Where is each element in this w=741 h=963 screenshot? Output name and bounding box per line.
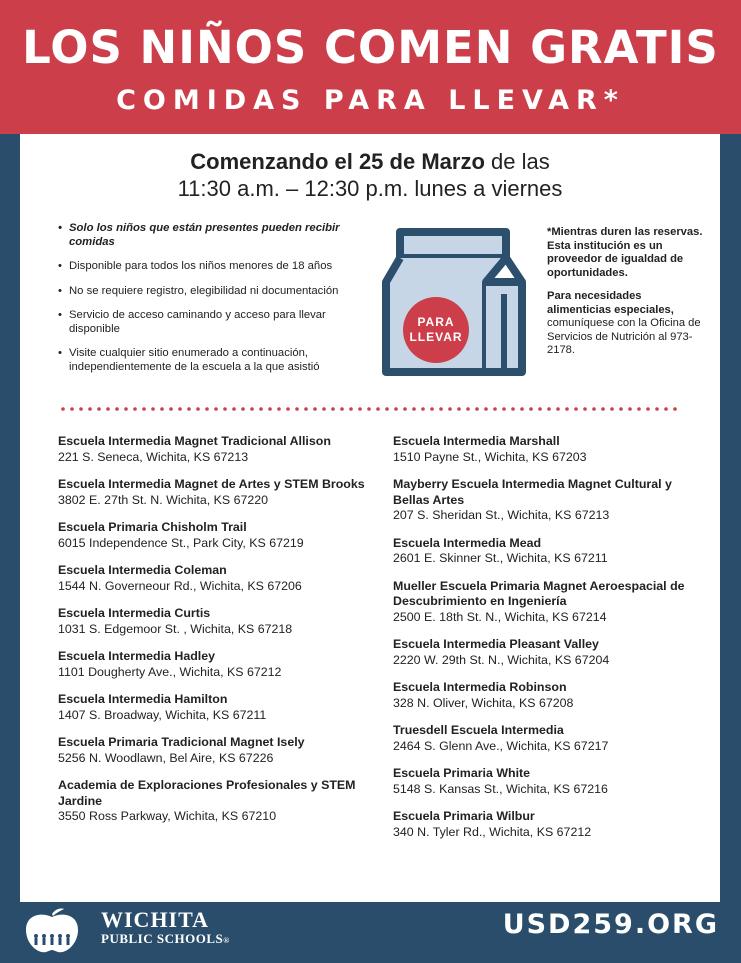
schedule <box>20 148 720 202</box>
school-address: 1510 Payne St., Wichita, KS 67203 <box>393 449 587 464</box>
school-name: Escuela Primaria Chisholm Trail <box>58 520 247 534</box>
school-entry <box>393 434 703 465</box>
school-name: Escuela Intermedia Magnet de Artes y STEM Brooks <box>58 477 365 491</box>
list-item: • No se requiere registro, elegibilidad ni documentación <box>58 285 376 299</box>
school-address: 1544 N. Governeour Rd., Wichita, KS 67206 <box>58 578 302 593</box>
school-name: Escuela Intermedia Hamilton <box>58 692 228 706</box>
school-name: Escuela Intermedia Pleasant Valley <box>393 637 599 651</box>
content-panel <box>20 134 720 902</box>
school-name: Escuela Intermedia Magnet Tradicional Allison <box>58 434 331 448</box>
eligibility-list <box>58 222 376 385</box>
page-title: LOS NIÑOS COMEN GRATIS <box>22 21 719 74</box>
page-subtitle: COMIDAS PARA LLEVAR* <box>116 85 625 116</box>
note-availability: *Mientras duren las reservas. Esta institución es un proveedor de igualdad de oportunidades. <box>547 226 703 279</box>
district-logo <box>101 908 230 948</box>
school-name: Escuela Intermedia Hadley <box>58 649 216 663</box>
school-address: 2220 W. 29th St. N., Wichita, KS 67204 <box>393 652 610 667</box>
school-address: 340 N. Tyler Rd., Wichita, KS 67212 <box>393 824 592 839</box>
school-name: Escuela Intermedia Mead <box>393 535 542 550</box>
school-name: Escuela Intermedia Marshall <box>393 434 560 448</box>
start-rest: de las <box>484 149 550 174</box>
school-entry <box>58 692 383 723</box>
website-url[interactable]: USD259.ORG <box>502 909 719 940</box>
school-name: Truesdell Escuela Intermedia <box>393 723 564 737</box>
dotted-divider <box>60 406 684 412</box>
side-note <box>547 226 707 368</box>
school-entry <box>58 735 383 766</box>
school-name: Escuela Intermedia Coleman <box>58 563 227 577</box>
list-item: • Servicio de acceso caminando y acceso para llevar disponible <box>58 309 376 336</box>
school-entry <box>58 649 383 680</box>
school-entry <box>58 563 383 594</box>
school-entry <box>58 520 383 551</box>
schools-left-column <box>58 434 383 837</box>
apple-logo-icon <box>14 906 90 956</box>
school-address: 2464 S. Glenn Ave., Wichita, KS 67217 <box>393 738 609 753</box>
school-address: 1101 Dougherty Ave., Wichita, KS 67212 <box>58 664 282 679</box>
list-item: • Visite cualquier sitio enumerado a continuación, independientemente de la escuela a la que asistió <box>58 347 376 374</box>
school-name: Escuela Intermedia Robinson <box>393 680 567 694</box>
school-address: 2500 E. 18th St. N., Wichita, KS 67214 <box>393 609 607 624</box>
school-entry <box>393 809 703 840</box>
school-entry <box>58 606 383 637</box>
school-name: Escuela Primaria Wilbur <box>393 809 535 823</box>
school-entry <box>58 477 383 508</box>
school-address: 2601 E. Skinner St., Wichita, KS 67211 <box>393 551 608 565</box>
school-address: 3802 E. 27th St. N. Wichita, KS 67220 <box>58 492 269 507</box>
school-entry <box>393 680 703 711</box>
school-entry <box>393 766 703 797</box>
school-entry <box>393 579 703 626</box>
badge-line-1: PARA <box>417 315 455 329</box>
school-name: Escuela Primaria White <box>393 766 531 780</box>
school-address: 3550 Ross Parkway, Wichita, KS 67210 <box>58 809 277 823</box>
paper-bag-icon <box>382 222 526 382</box>
school-address: 1031 S. Edgemoor St. , Wichita, KS 67218 <box>58 621 293 636</box>
list-item: • Solo los niños que están presentes pueden recibir comidas <box>58 222 376 249</box>
hours: 11:30 a.m. – 12:30 p.m. lunes a viernes <box>177 176 563 201</box>
school-name: Mueller Escuela Primaria Magnet Aeroespacial de Descubrimiento en Ingeniería <box>393 578 685 608</box>
start-date: Comenzando el 25 de Marzo <box>190 149 485 174</box>
school-entry <box>58 778 383 825</box>
school-address: 328 N. Oliver, Wichita, KS 67208 <box>393 695 574 710</box>
schools-right-column <box>393 434 703 852</box>
school-address: 207 S. Sheridan St., Wichita, KS 67213 <box>393 508 610 522</box>
school-entry <box>58 434 383 465</box>
note-special-needs: Para necesidades alimenticias especiales, comuníquese con la Oficina de Servicios de Nutrición al 973-2178. <box>547 290 701 356</box>
school-name: Mayberry Escuela Intermedia Magnet Cultural y Bellas Artes <box>393 477 672 507</box>
school-address: 1407 S. Broadway, Wichita, KS 67211 <box>58 707 267 722</box>
school-name: Academia de Exploraciones Profesionales y STEM Jardine <box>58 778 356 808</box>
school-address: 5256 N. Woodlawn, Bel Aire, KS 67226 <box>58 750 274 765</box>
school-address: 5148 S. Kansas St., Wichita, KS 67216 <box>393 781 608 796</box>
school-entry <box>393 477 703 524</box>
list-item: • Disponible para todos los niños menores de 18 años <box>58 260 376 274</box>
school-name: Escuela Intermedia Curtis <box>58 606 211 620</box>
logo-line-2: PUBLIC SCHOOLS® <box>101 931 230 946</box>
school-entry <box>393 536 703 567</box>
logo-line-1: WICHITA <box>101 907 210 932</box>
school-address: 6015 Independence St., Park City, KS 67219 <box>58 535 304 550</box>
header-banner <box>0 0 741 134</box>
school-name: Escuela Primaria Tradicional Magnet Isely <box>58 735 305 749</box>
school-address: 221 S. Seneca, Wichita, KS 67213 <box>58 449 249 464</box>
school-entry <box>393 637 703 668</box>
school-entry <box>393 723 703 754</box>
badge-line-2: LLEVAR <box>409 330 463 344</box>
